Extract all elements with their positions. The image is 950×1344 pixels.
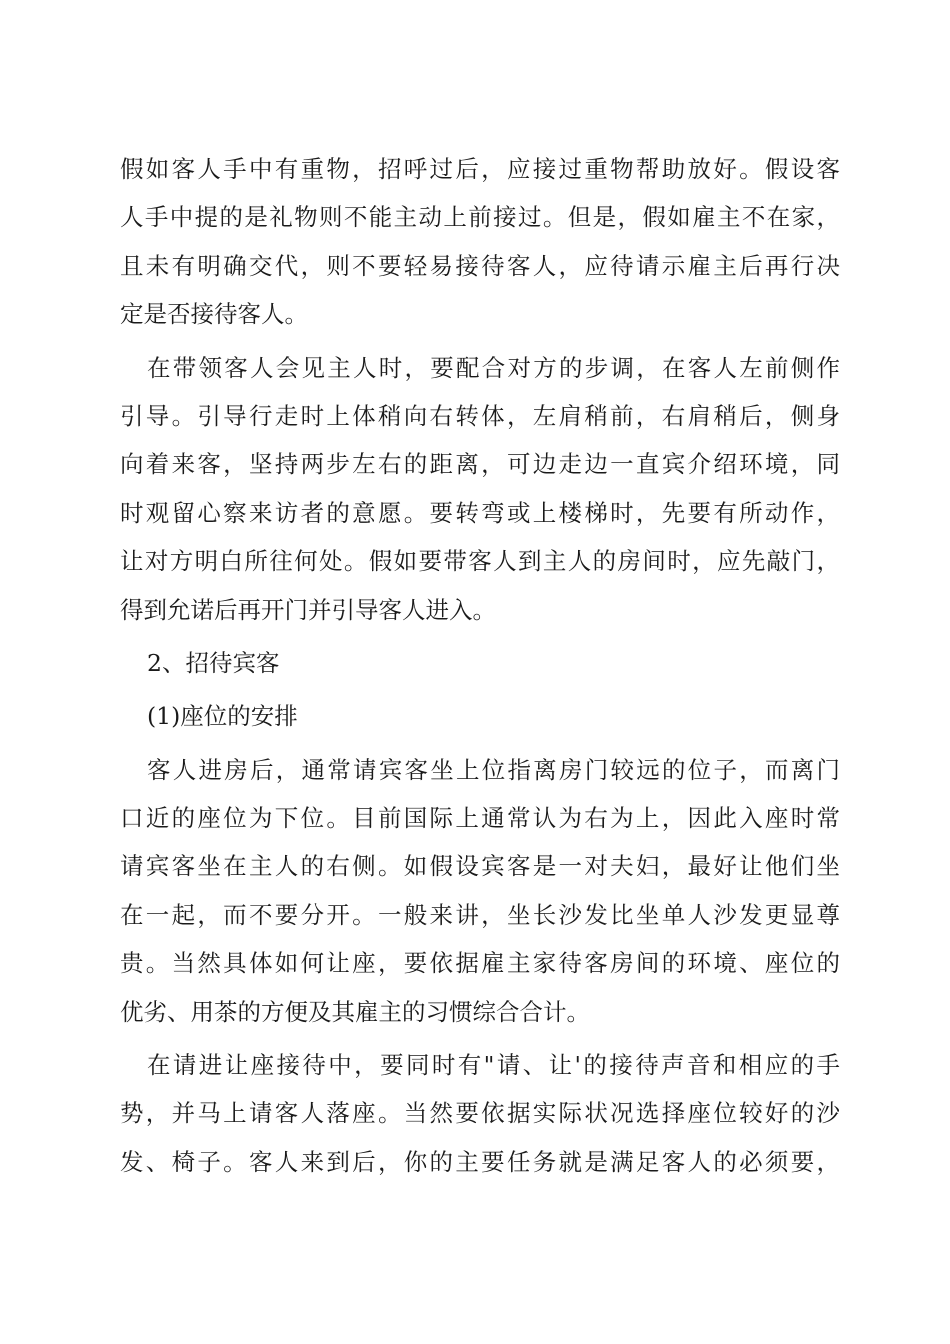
- paragraph: [120, 746, 840, 1036]
- subheading-text: (1)座位的安排: [147, 702, 298, 731]
- text-line: 发、椅子。客人来到后，你的主要任务就是满足客人的必须要，: [120, 1147, 840, 1176]
- text-line: 在带领客人会见主人时，要配合对方的步调，在客人左前侧作: [147, 353, 840, 382]
- paragraph: [120, 344, 840, 634]
- text-line: 请宾客坐在主人的右侧。如假设宾客是一对夫妇，最好让他们坐: [120, 852, 840, 881]
- text-line: 得到允诺后再开门并引导客人进入。: [120, 595, 496, 624]
- paragraph: [120, 1041, 840, 1186]
- text-line: 假如客人手中有重物，招呼过后，应接过重物帮助放好。假设客: [120, 155, 840, 183]
- document-body: [120, 145, 840, 1186]
- text-line: 口近的座位为下位。目前国际上通常认为右为上，因此入座时常: [120, 804, 840, 833]
- text-line: 在一起，而不要分开。一般来讲，坐长沙发比坐单人沙发更显尊: [120, 900, 840, 929]
- section-heading: [120, 639, 840, 687]
- text-line: 时观留心察来访者的意愿。要转弯或上楼梯时，先要有所动作，: [120, 498, 840, 527]
- text-line: 优劣、用茶的方便及其雇主的习惯综合合计。: [120, 997, 590, 1026]
- text-line: 贵。当然具体如何让座，要依据雇主家待客房间的环境、座位的: [120, 949, 840, 978]
- text-line: 人手中提的是礼物则不能主动上前接过。但是，假如雇主不在家，: [120, 203, 840, 232]
- heading-text: 2、招待宾客: [147, 648, 280, 677]
- section-subheading: [120, 692, 840, 740]
- text-line: 定是否接待客人。: [120, 300, 308, 329]
- text-line: 让对方明白所往何处。假如要带客人到主人的房间时，应先敲门，: [120, 547, 840, 576]
- text-line: 客人进房后，通常请宾客坐上位指离房门较远的位子，而离门: [147, 755, 840, 784]
- text-line: 在请进让座接待中，要同时有"请、让'的接待声音和相应的手: [147, 1051, 840, 1080]
- text-line: 且未有明确交代，则不要轻易接待客人，应待请示雇主后再行决: [120, 251, 840, 280]
- paragraph: [120, 145, 840, 339]
- text-line: 引导。引导行走时上体稍向右转体，左肩稍前，右肩稍后，侧身: [120, 401, 840, 430]
- text-line: 势，并马上请客人落座。当然要依据实际状况选择座位较好的沙: [120, 1099, 840, 1128]
- text-line: 向着来客，坚持两步左右的距离，可边走边一直宾介绍环境，同: [120, 450, 840, 479]
